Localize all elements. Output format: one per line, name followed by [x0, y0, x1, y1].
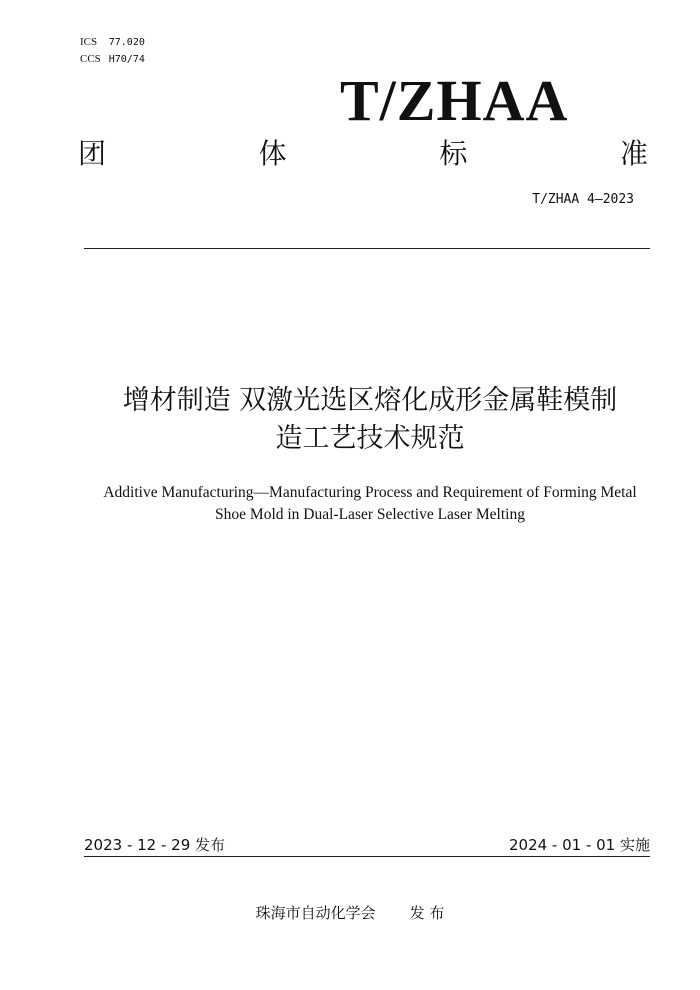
ics-value: 77.020	[108, 37, 145, 48]
english-title-line: Shoe Mold in Dual-Laser Selective Laser Melting	[215, 506, 525, 523]
ccs-label: CCS	[80, 53, 101, 65]
ccs-row	[80, 51, 145, 68]
ics-label: ICS	[80, 36, 98, 48]
ccs-value: H70/74	[108, 54, 145, 65]
english-title	[60, 482, 680, 526]
standard-logo: T/ZHAA	[340, 68, 569, 133]
chinese-title-line: 增材制造 双激光选区熔化成形金属鞋模制	[122, 385, 618, 416]
classification-codes	[80, 34, 145, 68]
ics-row	[80, 34, 145, 51]
standard-type-char: 团	[78, 137, 107, 170]
document-number: T/ZHAA 4—2023	[532, 192, 634, 207]
chinese-title-line: 造工艺技术规范	[275, 423, 465, 454]
footer-divider	[84, 856, 650, 857]
standard-type-heading	[78, 134, 648, 174]
issuer-action: 发 布	[409, 904, 445, 922]
issuer-line	[0, 902, 700, 924]
chinese-title	[60, 382, 680, 458]
publish-date: 2023 - 12 - 29 发布	[84, 836, 226, 854]
standard-type-char: 标	[439, 137, 468, 170]
standard-type-char: 准	[619, 137, 648, 170]
effective-date: 2024 - 01 - 01 实施	[508, 836, 650, 854]
header-divider	[84, 248, 650, 249]
issuer-organization: 珠海市自动化学会	[255, 904, 376, 922]
standard-type-char: 体	[258, 137, 287, 170]
english-title-line: Additive Manufacturing—Manufacturing Process and Requirement of Forming Metal	[103, 484, 637, 501]
date-row	[84, 834, 650, 856]
